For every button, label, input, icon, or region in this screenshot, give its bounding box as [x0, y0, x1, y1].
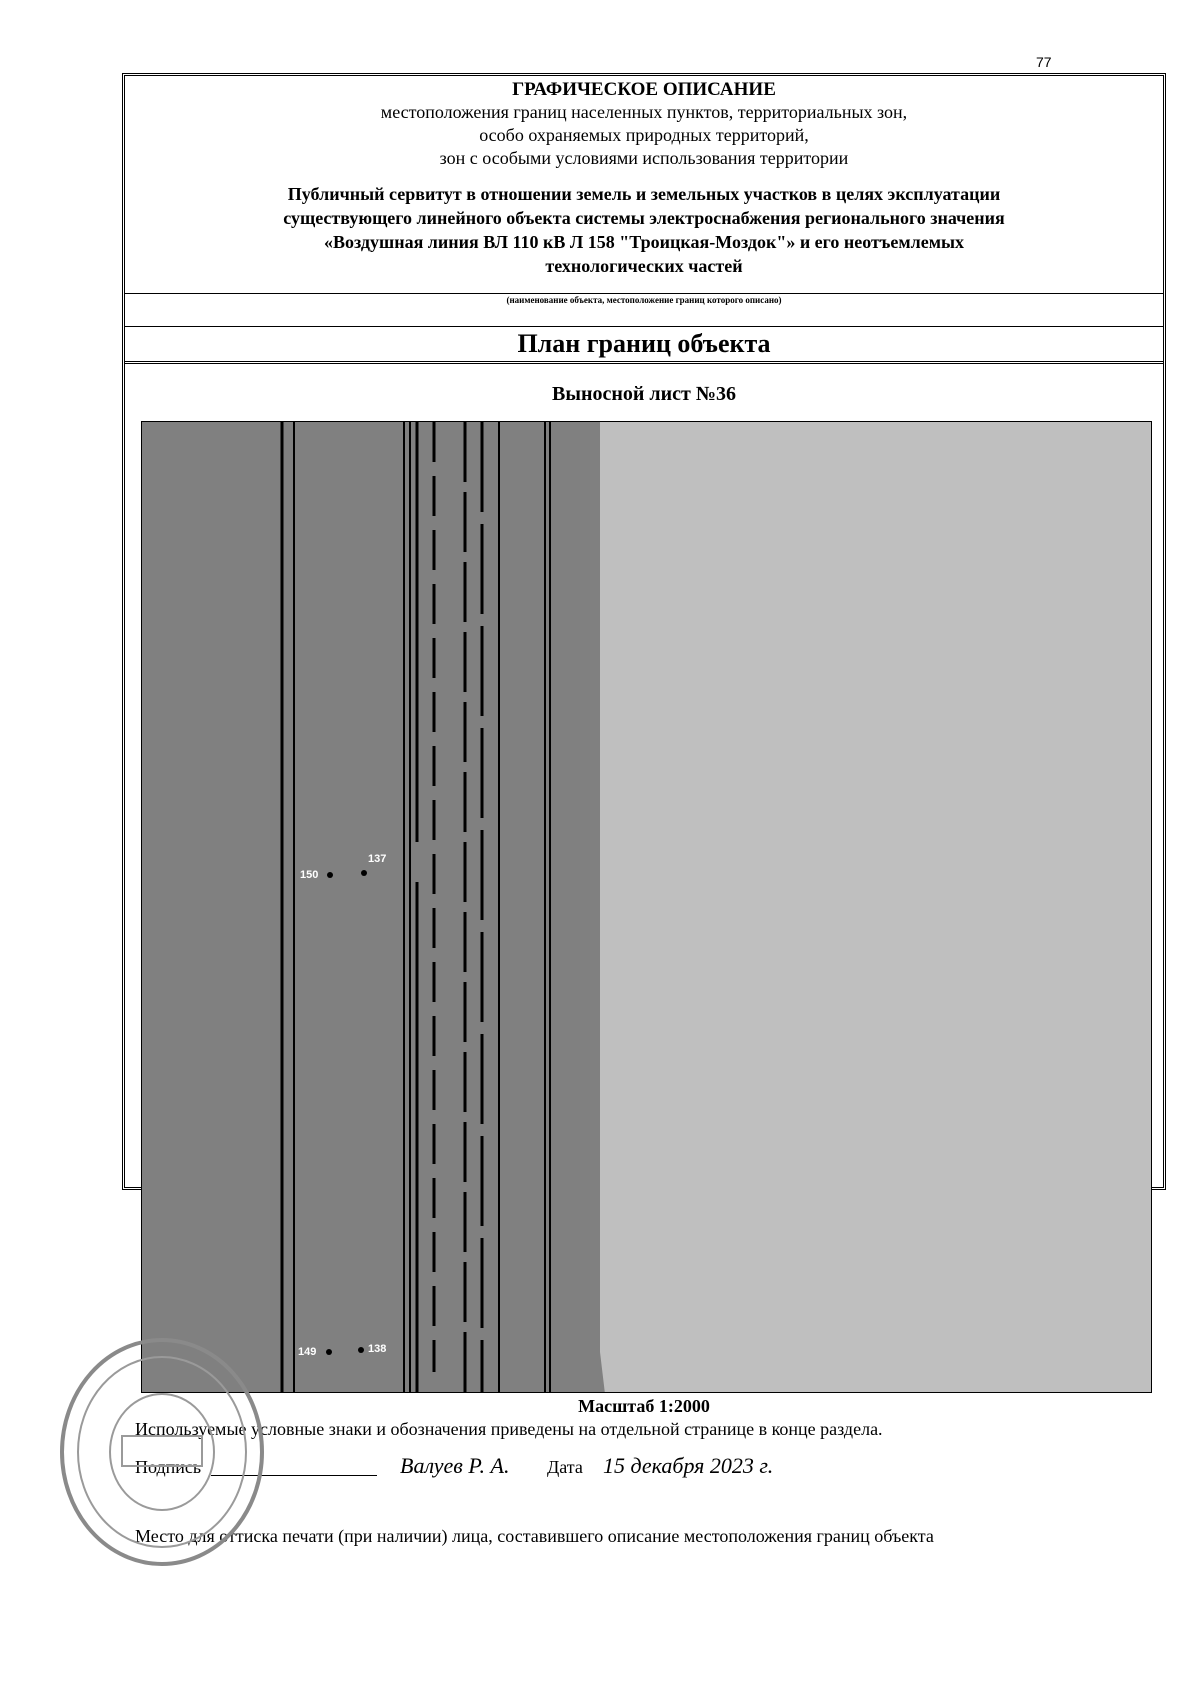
map-scale: Масштаб 1:2000 [578, 1396, 710, 1416]
object-name-line: существующего линейного объекта системы электроснабжения регионального значения [283, 208, 1005, 228]
sheet-title: Выносной лист №36 [552, 383, 736, 405]
signer-name: Валуев Р. А. [400, 1453, 510, 1478]
boundary-point-137 [361, 870, 367, 876]
point-label: 149 [298, 1346, 317, 1358]
point-label: 137 [368, 853, 387, 865]
object-name-line: Публичный сервитут в отношении земель и земельных участков в целях эксплуатации [287, 184, 1001, 204]
easement-zone [142, 422, 605, 1393]
boundary-point-149 [326, 1349, 332, 1355]
subtitle-line: зон с особыми условиями использования территории [439, 148, 849, 168]
round-seal [52, 1332, 272, 1572]
plan-title: План границ объекта [517, 329, 771, 358]
object-name [125, 182, 1163, 278]
object-name-line: технологических частей [545, 256, 743, 276]
document-title: ГРАФИЧЕСКОЕ ОПИСАНИЕ [512, 79, 776, 100]
document-frame [122, 73, 1166, 1546]
date-value: 15 декабря 2023 г. [603, 1453, 774, 1478]
divider [125, 293, 1163, 294]
subtitle-line: особо охраняемых природных территорий, [479, 125, 809, 145]
header-block [125, 76, 1163, 295]
signature-label: Подпись [135, 1457, 202, 1477]
map-canvas [142, 422, 1152, 1393]
plan-title-row [125, 327, 1163, 364]
stamp-note: Место для оттиска печати (при наличии) лица, составившего описание местоположения границ объекта [135, 1526, 934, 1546]
object-caption: (наименование объекта, местоположение границ которого описано) [506, 295, 782, 305]
legend-note: Используемые условные знаки и обозначения приведены на отдельной странице в конце раздела. [135, 1419, 883, 1439]
page-number: 77 [1036, 54, 1052, 70]
point-label: 138 [368, 1343, 387, 1355]
boundary-point-138 [358, 1347, 364, 1353]
boundary-map [141, 421, 1152, 1393]
signature-row [135, 1453, 1135, 1483]
point-label: 150 [300, 869, 319, 881]
boundary-point-150 [327, 872, 333, 878]
object-name-line: «Воздушная линия ВЛ 110 кВ Л 158 "Троицкая-Моздок"» и его неотъемлемых [323, 232, 965, 252]
subtitle-line: местоположения границ населенных пунктов, территориальных зон, [380, 102, 908, 122]
date-label: Дата [547, 1457, 583, 1477]
